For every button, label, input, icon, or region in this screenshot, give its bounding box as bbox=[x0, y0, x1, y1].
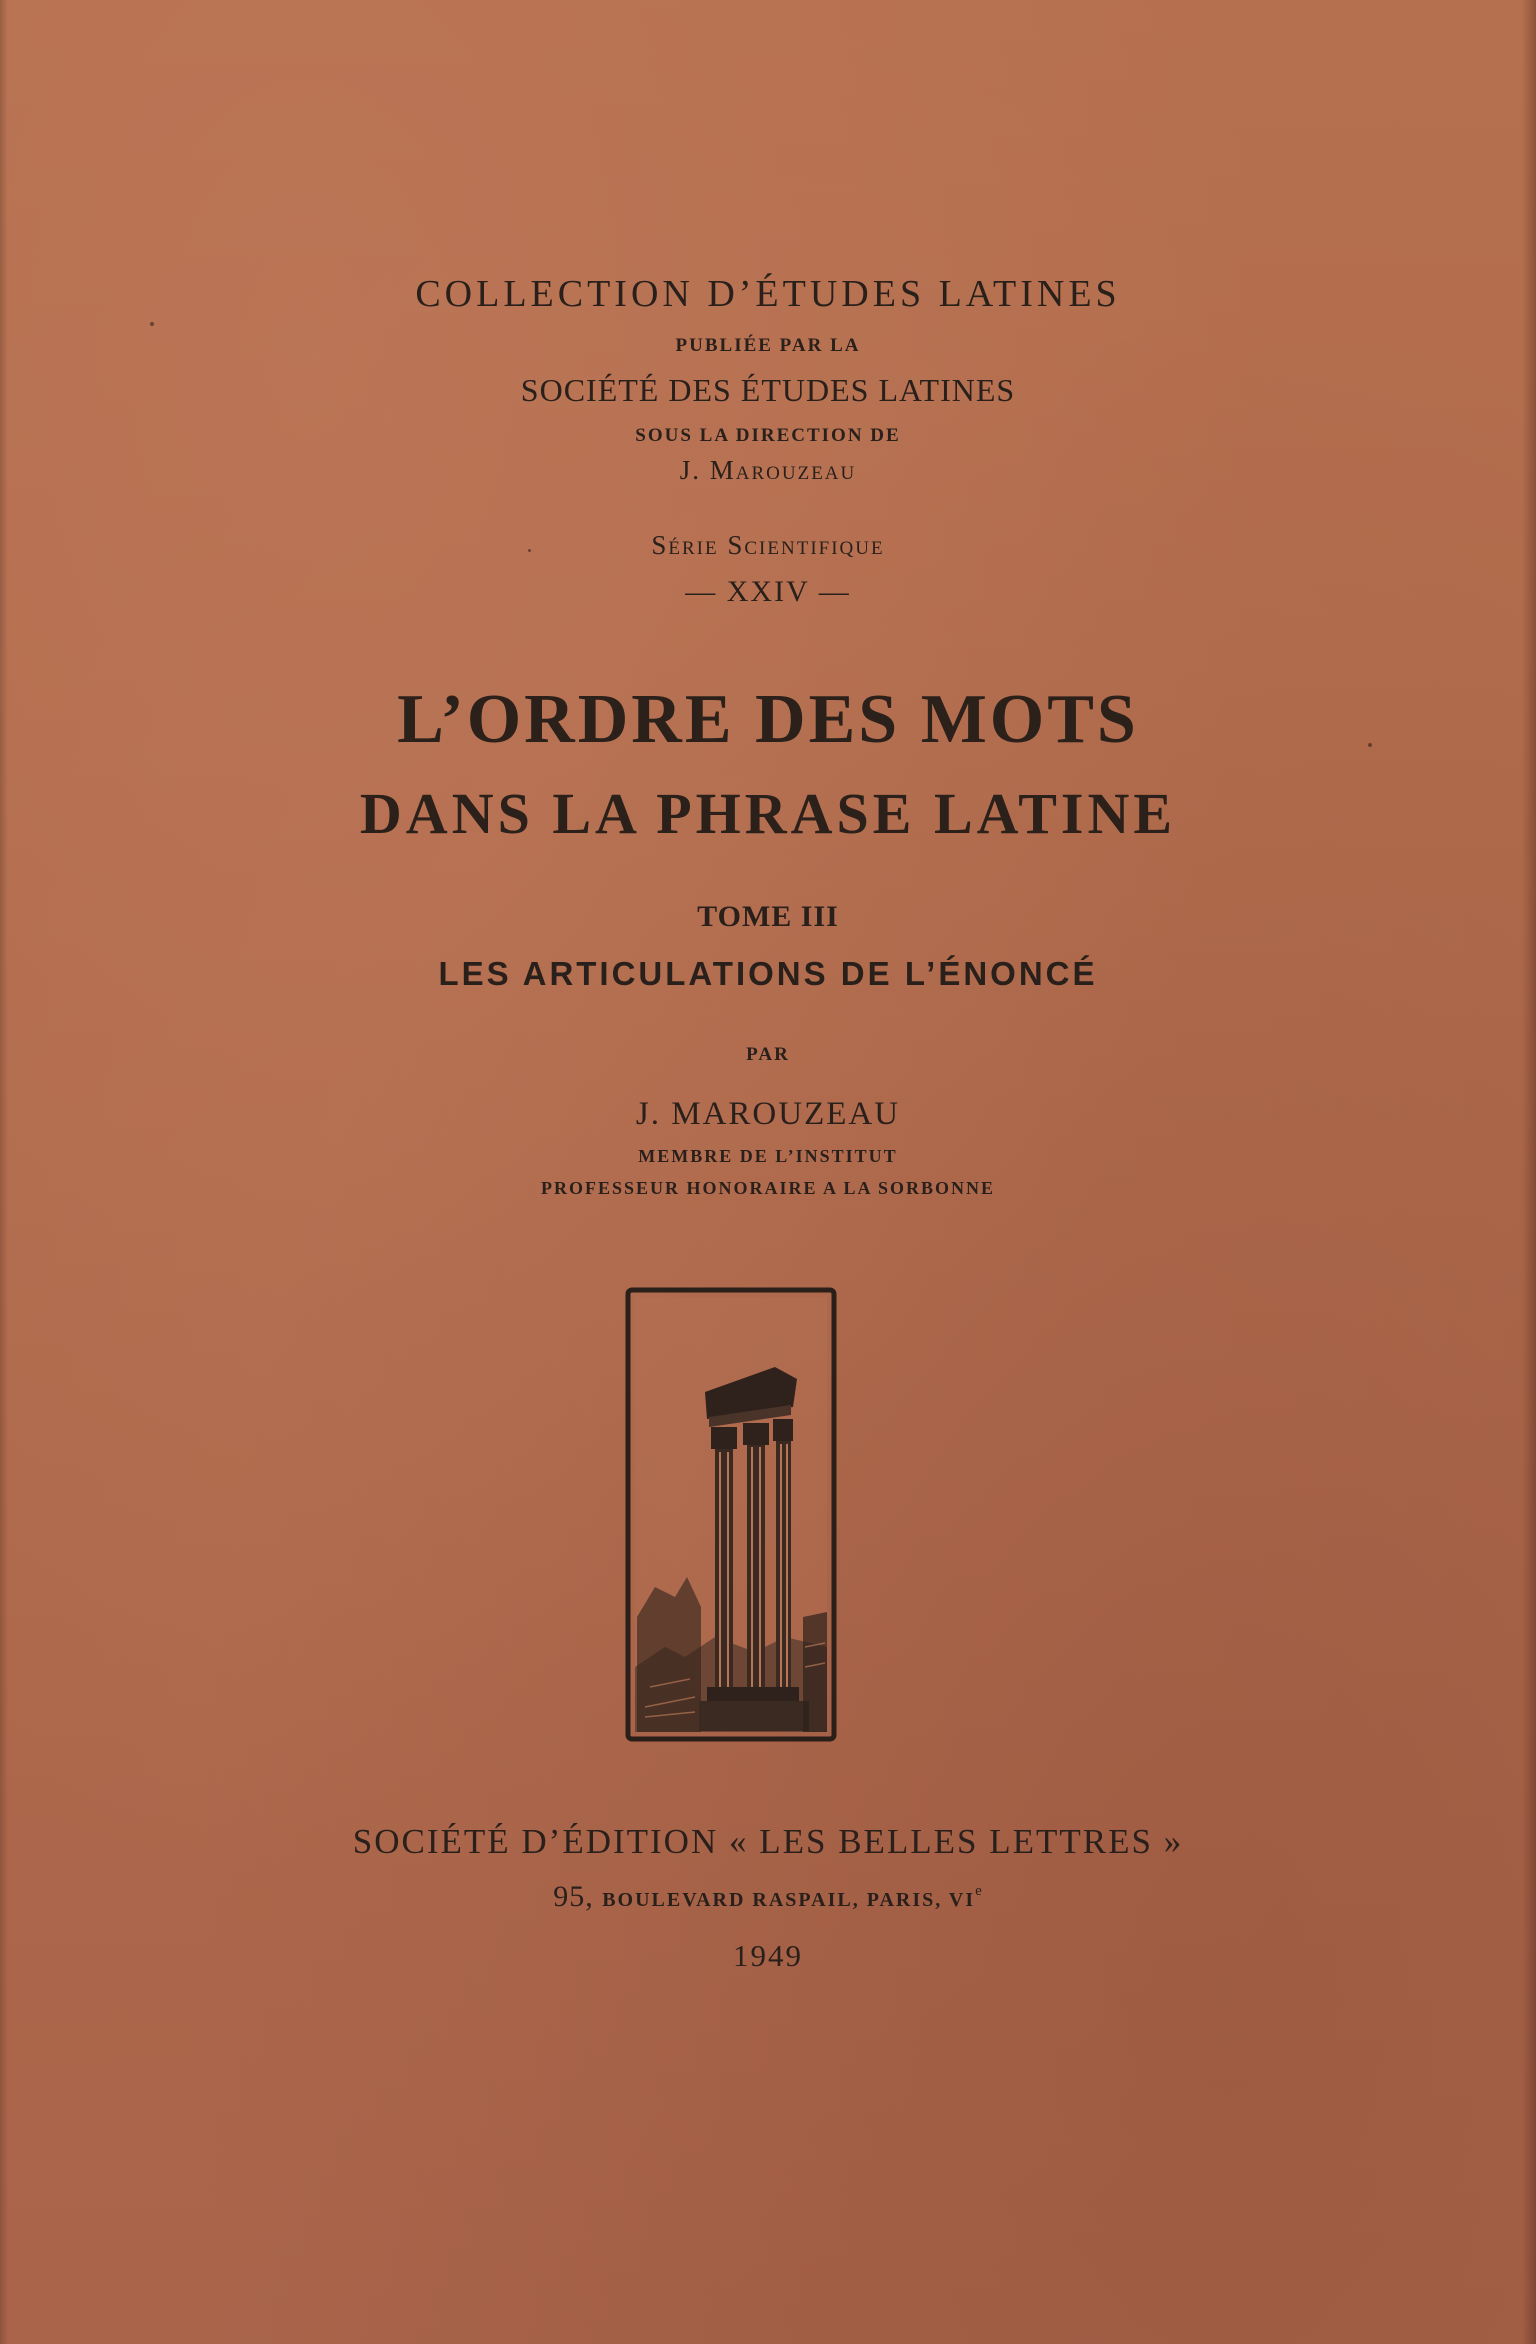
publication-year: 1949 bbox=[733, 1938, 803, 1973]
address-street: BOULEVARD RASPAIL, PARIS, VI bbox=[602, 1889, 976, 1911]
address-superscript: e bbox=[975, 1883, 983, 1899]
society-name: SOCIÉTÉ DES ÉTUDES LATINES bbox=[520, 372, 1016, 408]
author-name: J. MAROUZEAU bbox=[635, 1096, 901, 1132]
publisher-name: SOCIÉTÉ D’ÉDITION « LES BELLES LETTRES » bbox=[352, 1822, 1184, 1861]
by-label: PAR bbox=[746, 1044, 790, 1065]
author-role-institut: MEMBRE DE L’INSTITUT bbox=[638, 1146, 898, 1166]
address-number: 95, bbox=[553, 1880, 594, 1913]
published-by-label: PUBLIÉE PAR LA bbox=[675, 335, 861, 356]
publisher-address bbox=[0, 1880, 1536, 1914]
under-direction-label: SOUS LA DIRECTION DE bbox=[635, 425, 901, 446]
series-name: Série Scientifique bbox=[651, 530, 885, 560]
book-title-line1: L’ORDRE DES MOTS bbox=[397, 681, 1139, 758]
author-role-sorbonne: PROFESSEUR HONORAIRE A LA SORBONNE bbox=[540, 1178, 996, 1198]
paper-speck bbox=[150, 322, 154, 326]
book-subtitle: LES ARTICULATIONS DE L’ÉNONCÉ bbox=[438, 955, 1098, 992]
collection-title: COLLECTION D’ÉTUDES LATINES bbox=[415, 273, 1121, 315]
tome-label: TOME III bbox=[697, 900, 839, 933]
temple-columns-ruin-icon bbox=[625, 1287, 837, 1742]
book-title-line2: DANS LA PHRASE LATINE bbox=[359, 781, 1177, 846]
series-director: J. Marouzeau bbox=[679, 455, 857, 485]
volume-number: — XXIV — bbox=[685, 575, 851, 608]
